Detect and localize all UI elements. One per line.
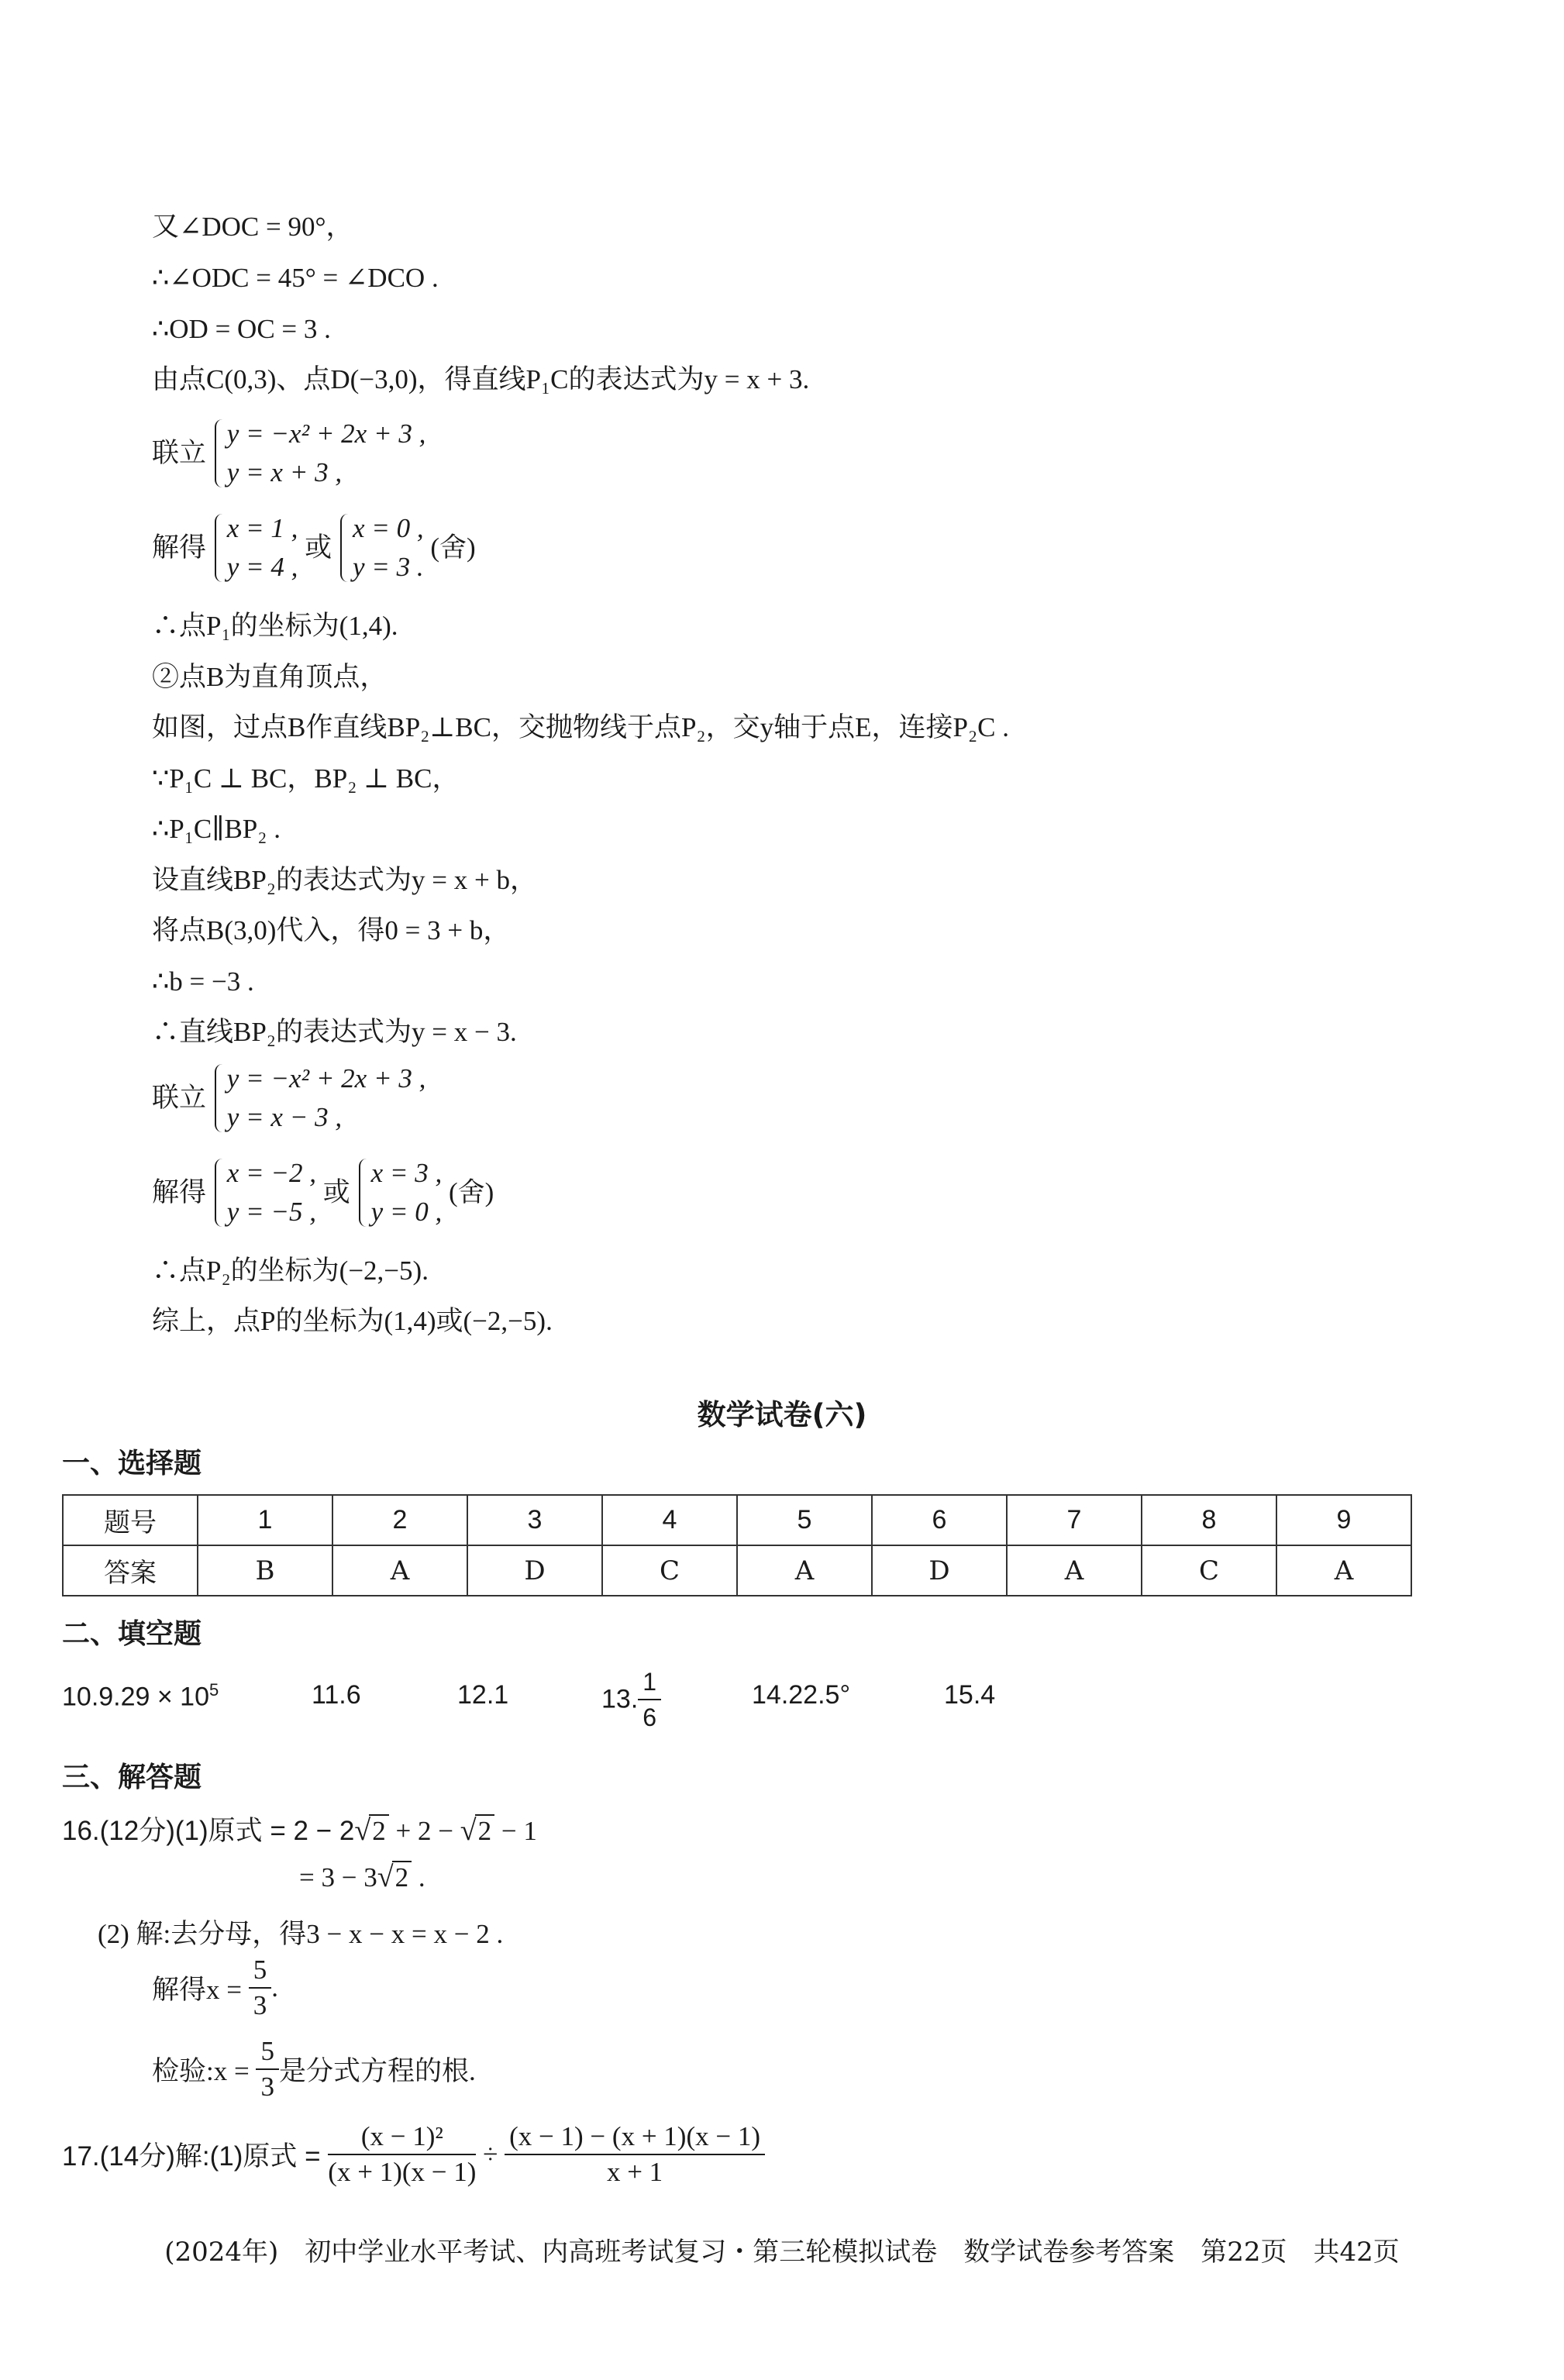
table-cell: 9 bbox=[1276, 1495, 1411, 1545]
radicand: 2 bbox=[392, 1861, 412, 1893]
equation: x = 1 , bbox=[226, 513, 298, 543]
fill-answer-12: 12.1 bbox=[457, 1680, 509, 1710]
table-row bbox=[63, 1495, 1411, 1545]
equation: y = −x² + 2x + 3 , bbox=[226, 1063, 426, 1094]
expr: = 3 − 3 bbox=[299, 1862, 377, 1893]
fill-answer-15: 15.4 bbox=[944, 1680, 996, 1710]
sqrt-sign: √ bbox=[377, 1861, 394, 1893]
denominator: 3 bbox=[253, 1990, 267, 2020]
fraction bbox=[638, 1665, 661, 1734]
brace-system bbox=[213, 415, 426, 492]
sqrt-sign: √ bbox=[460, 1814, 477, 1847]
table-cell: 2 bbox=[332, 1495, 467, 1545]
q16-solve bbox=[152, 1953, 278, 2023]
system-label: 联立 bbox=[152, 1083, 207, 1113]
radicand: 2 bbox=[475, 1814, 495, 1847]
table-row bbox=[63, 1545, 1411, 1596]
table-cell: 4 bbox=[602, 1495, 737, 1545]
rejected-note: (舍) bbox=[448, 1177, 494, 1207]
numerator: (x − 1)² bbox=[328, 2120, 476, 2155]
fill-answer-14: 14.22.5° bbox=[752, 1680, 851, 1710]
denominator: x + 1 bbox=[606, 2157, 663, 2187]
numerator: 5 bbox=[249, 1953, 272, 1989]
table-cell: C bbox=[1142, 1545, 1276, 1596]
table-cell: D bbox=[872, 1545, 1007, 1596]
solution-line: 又∠DOC = 90°， bbox=[152, 212, 353, 242]
solution-line: 将点B(3,0)代入，得0 = 3 + b， bbox=[152, 915, 511, 945]
fraction bbox=[505, 2120, 765, 2189]
fraction bbox=[328, 2120, 476, 2189]
denominator: 6 bbox=[642, 1703, 657, 1731]
q16-part2: (2) 解:去分母，得3 − x − x = x − 2 . bbox=[98, 1919, 504, 1949]
solution-line: ∴直线BP₂的表达式为y = x − 3. bbox=[152, 1017, 517, 1047]
solution-line: ∴∠ODC = 45° = ∠DCO . bbox=[152, 263, 439, 293]
exponent: 5 bbox=[209, 1680, 219, 1700]
table-cell: A bbox=[332, 1545, 467, 1596]
equation: y = 0 , bbox=[370, 1197, 443, 1227]
equation: y = x − 3 , bbox=[226, 1102, 343, 1132]
table-cell: 8 bbox=[1142, 1495, 1276, 1545]
check-label: 检验:x = bbox=[152, 2056, 257, 2086]
section-heading: 二、填空题 bbox=[62, 1618, 202, 1650]
numerator: (x − 1) − (x + 1)(x − 1) bbox=[505, 2120, 765, 2155]
table-cell: A bbox=[1276, 1545, 1411, 1596]
equation: x = 0 , bbox=[352, 513, 424, 543]
table-cell: B bbox=[198, 1545, 332, 1596]
numerator: 5 bbox=[256, 2034, 279, 2070]
solution-line: 设直线BP₂的表达式为y = x + b， bbox=[152, 865, 537, 895]
answer-text: 10.9.29 × 10 bbox=[62, 1682, 210, 1712]
table-cell: A bbox=[737, 1545, 872, 1596]
table-cell: 5 bbox=[737, 1495, 872, 1545]
numerator: 1 bbox=[638, 1665, 661, 1700]
solve-label: 解得x = bbox=[152, 1975, 249, 2005]
equation: y = x + 3 , bbox=[226, 457, 343, 487]
section-heading: 一、选择题 bbox=[62, 1448, 202, 1479]
equation: y = 4 , bbox=[226, 552, 298, 582]
fraction bbox=[249, 1953, 272, 2023]
brace-system bbox=[213, 1154, 316, 1231]
q16-line1 bbox=[62, 1810, 537, 1848]
brace-system bbox=[339, 509, 424, 587]
system-label: 联立 bbox=[152, 438, 207, 468]
expr: + 2 − bbox=[388, 1816, 460, 1846]
question-head: 16.(12分)(1)原式 = 2 − 2 bbox=[62, 1816, 355, 1846]
solution-line: ∵P₁C ⊥ BC，BP₂ ⊥ BC， bbox=[152, 763, 460, 794]
equation: y = 3 . bbox=[352, 552, 424, 582]
solve-label: 解得 bbox=[152, 532, 207, 563]
table-cell: A bbox=[1007, 1545, 1142, 1596]
q17-line1 bbox=[62, 2120, 765, 2189]
solution-line: 由点C(0,3)、点D(−3,0)，得直线P₁C的表达式为y = x + 3. bbox=[152, 364, 810, 394]
radicand: 2 bbox=[369, 1814, 389, 1847]
system-equations bbox=[152, 1059, 425, 1137]
answer-table bbox=[62, 1494, 1412, 1596]
fraction bbox=[256, 2034, 279, 2104]
solution-line: ∴P₁C∥BP₂ . bbox=[152, 814, 281, 844]
solve-label: 解得 bbox=[152, 1177, 207, 1207]
fill-answer-13 bbox=[601, 1665, 661, 1734]
table-cell: D bbox=[467, 1545, 602, 1596]
table-cell: 7 bbox=[1007, 1495, 1142, 1545]
operator: ÷ bbox=[476, 2139, 505, 2169]
equation: y = −5 , bbox=[226, 1197, 317, 1227]
table-cell: C bbox=[602, 1545, 737, 1596]
denominator: (x + 1)(x − 1) bbox=[328, 2157, 477, 2187]
brace-system bbox=[357, 1154, 443, 1231]
solution-line: ∴点P₁的坐标为(1,4). bbox=[152, 611, 398, 641]
table-cell: 1 bbox=[198, 1495, 332, 1545]
rejected-note: (舍) bbox=[430, 532, 476, 563]
expr: 是分式方程的根. bbox=[278, 2056, 476, 2086]
row-header: 题号 bbox=[63, 1495, 198, 1545]
system-solution bbox=[152, 509, 476, 587]
equation: x = −2 , bbox=[226, 1158, 317, 1188]
brace-system bbox=[213, 509, 298, 587]
expr: . bbox=[412, 1862, 425, 1893]
or-label: 或 bbox=[305, 532, 332, 563]
denominator: 3 bbox=[260, 2072, 274, 2102]
answer-prefix: 13. bbox=[601, 1684, 639, 1714]
solution-line: ∴b = −3 . bbox=[152, 966, 254, 997]
solution-line: ∴点P₂的坐标为(−2,−5). bbox=[152, 1255, 429, 1286]
fill-answer-10 bbox=[62, 1680, 219, 1712]
equation: y = −x² + 2x + 3 , bbox=[226, 418, 426, 449]
question-head: 17.(14分)解:(1)原式 = bbox=[62, 2141, 329, 2172]
solution-line: 综上，点P的坐标为(1,4)或(−2,−5). bbox=[152, 1306, 553, 1336]
q16-check bbox=[152, 2034, 476, 2104]
solution-line: ②点B为直角顶点， bbox=[152, 662, 388, 692]
table-cell: 6 bbox=[872, 1495, 1007, 1545]
system-solution bbox=[152, 1154, 494, 1231]
q16-line2 bbox=[299, 1860, 425, 1894]
system-equations bbox=[152, 415, 425, 492]
solution-line: ∴OD = OC = 3 . bbox=[152, 314, 331, 344]
exam-title: 数学试卷(六) bbox=[697, 1398, 867, 1431]
section-heading: 三、解答题 bbox=[62, 1762, 202, 1793]
expr: . bbox=[271, 1972, 278, 2003]
equation: x = 3 , bbox=[370, 1158, 443, 1188]
row-header: 答案 bbox=[63, 1545, 198, 1596]
solution-line: 如图，过点B作直线BP₂⊥BC，交抛物线于点P₂，交y轴于点E，连接P₂C . bbox=[152, 712, 1010, 742]
expr: − 1 bbox=[494, 1816, 537, 1846]
page-footer: (2024年) 初中学业水平考试、内高班考试复习・第三轮模拟试卷 数学试卷参考答案 第22页 共42页 bbox=[164, 2237, 1400, 2268]
table-cell: 3 bbox=[467, 1495, 602, 1545]
fill-answer-11: 11.6 bbox=[312, 1680, 361, 1710]
sqrt-sign: √ bbox=[354, 1814, 371, 1847]
brace-system bbox=[213, 1059, 426, 1137]
or-label: 或 bbox=[322, 1177, 350, 1207]
